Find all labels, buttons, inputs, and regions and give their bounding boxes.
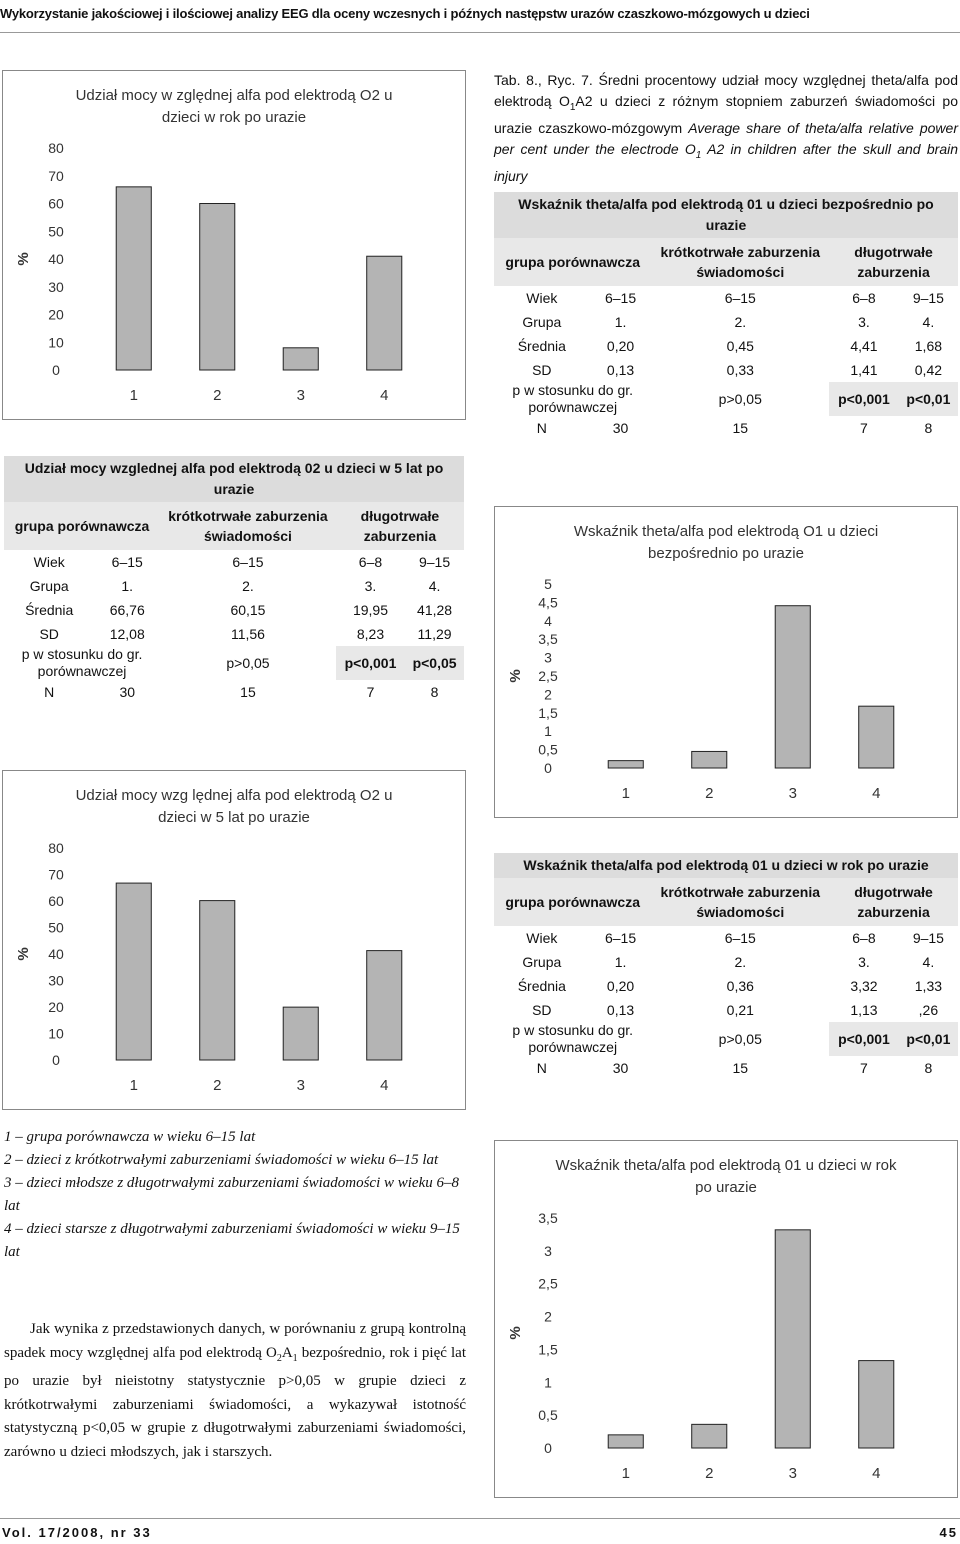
y-tick-label: 3,5 [538,1210,558,1226]
y-axis-label: % [15,252,32,266]
cell: p<0,001 [336,646,405,680]
cell: Średnia [25,602,74,618]
bar-1 [116,883,151,1060]
page-footer [0,1518,960,1544]
y-tick-label: 0,5 [538,741,558,758]
y-tick-label: 70 [48,167,64,184]
head-long-disorders: długotrwałe zaburzenia [336,502,464,550]
cell: p>0,05 [718,1031,762,1047]
cell: Grupa [522,954,562,970]
table-title: Udział mocy wzglednej alfa pod elektrodą 02 u dzieci w 5 lat po urazie [4,456,464,502]
y-tick-label: 50 [48,223,64,240]
row-mean [4,598,464,622]
journal-volume: Vol. 17/2008, nr 33 [2,1525,152,1540]
head-short-disorders: krótkotrwałe zaburzenia świadomości [651,238,829,286]
row-n [494,416,958,440]
cell: 3. [858,954,870,970]
cell: 6–15 [604,930,637,946]
cell: 8 [924,420,933,436]
y-tick-label: 10 [48,1025,64,1042]
y-tick-label: 40 [48,251,64,267]
x-tick-label: 4 [872,785,881,802]
y-axis-label: % [15,947,32,961]
bar-3 [775,1230,810,1448]
bar-2 [200,204,235,371]
cell: SD [532,362,552,378]
bar-1 [608,761,643,768]
y-tick-label: 1 [544,1374,552,1391]
table-theta-alpha-one-year [494,853,958,1080]
row-mean [494,974,958,998]
y-tick-label: 60 [48,195,64,212]
para-sub: 2 [276,1352,282,1364]
y-tick-label: 1,5 [538,1341,558,1358]
x-tick-label: 2 [705,1465,714,1482]
y-tick-label: 20 [48,999,64,1015]
cell: 30 [119,684,136,700]
cell: 15 [732,1060,749,1076]
cell: Średnia [517,978,566,994]
x-tick-label: 4 [380,1077,389,1094]
cell: 41,28 [417,602,453,618]
cell: 3. [364,578,377,594]
cell: p>0,05 [226,655,270,671]
y-tick-label: 50 [48,919,64,936]
para-text: A [281,1344,293,1361]
row-age [494,286,958,310]
cell: 7 [860,1060,868,1076]
chart-title-line: po urazie [695,1179,757,1196]
head-short-disorders: krótkotrwałe zaburzenia świadomości [160,502,336,550]
legend-item: 3 – dzieci młodsze z długotrwałymi zaburzeniami świadomości w wieku 6–8 lat [4,1175,459,1214]
bar-1 [116,187,151,370]
cell: 12,08 [109,626,145,642]
bar-3 [775,606,810,768]
cell: 6–15 [232,554,264,570]
y-tick-label: 60 [48,893,64,909]
chart-svg [2,70,466,420]
table-title: Wskaźnik theta/alfa pod elektrodą 01 u dzieci bezpośrednio po urazie [494,192,958,238]
x-tick-label: 3 [788,1465,797,1482]
bar-2 [692,1424,727,1448]
y-tick-label: 0 [52,362,60,378]
cell: 9–15 [418,554,451,570]
x-tick-label: 1 [621,785,630,802]
cell: 2. [734,314,747,330]
caption-en: A2 in children after the skull and brain injury [494,140,958,184]
chart-title-line: Wskaźnik theta/alfa pod elektrodą 01 u dzieci w rok [555,1157,897,1174]
head-long-disorders: długotrwałe zaburzenia [829,878,958,926]
cell: 6–8 [358,554,383,570]
cell: N [536,1060,547,1076]
bar-2 [692,751,727,768]
y-axis-label: % [507,669,524,683]
cell: 6–15 [724,290,756,306]
cell: 8 [924,1060,933,1076]
cell: 6–15 [604,290,637,306]
y-tick-label: 2 [544,686,552,703]
y-tick-label: 5 [544,576,552,592]
cell: p>0,05 [718,391,762,407]
chart-title-line: dzieci w rok po urazie [161,109,307,126]
caption-pl: A2 u dzieci z różnym stopniem zaburzeń świadomości po urazie czaszkowo-mózgowym [494,93,958,136]
y-tick-label: 0 [52,1052,60,1068]
cell: Średnia [517,338,566,354]
chart-svg [494,1140,958,1498]
y-tick-label: 80 [48,140,64,156]
x-tick-label: 3 [296,1077,305,1094]
row-p-value [494,382,958,416]
x-tick-label: 1 [129,1077,138,1094]
bar-4 [859,1361,894,1448]
cell: SD [532,1002,552,1018]
row-sd [494,358,958,382]
bar-2 [200,901,235,1060]
cell: 4. [922,954,935,970]
head-control-group: grupa porównawcza [494,878,651,926]
y-tick-label: 0 [544,1440,552,1456]
bar-4 [367,951,402,1060]
x-tick-label: 4 [380,387,389,404]
p-label: p w stosunku do gr. porównawczej [512,382,634,415]
y-tick-label: 70 [48,866,64,883]
row-mean [494,334,958,358]
head-control-group: grupa porównawcza [4,502,160,550]
cell: 0,20 [606,338,635,354]
group-legend [4,1126,466,1264]
head-long-disorders: długotrwałe zaburzenia [829,238,958,286]
cell: p<0,001 [829,1022,899,1056]
x-tick-label: 4 [872,1465,881,1482]
cell: 6–15 [724,930,756,946]
caption-pl: Średni procentowy udział mocy względnej theta/alfa pod elektrodą O [494,72,958,109]
para-text: Jak wynika z przedstawionych danych, w porównaniu z grupą kontrolną spadek mocy względnej alfa pod elektrodą O [4,1321,466,1361]
p-label: p w stosunku do gr. porównawczej [512,1022,634,1055]
y-axis-label: % [507,1326,524,1340]
cell: 1. [614,314,627,330]
table-alpha-o2-five-years [4,456,464,704]
cell: 8 [430,684,439,700]
y-tick-label: 1,5 [538,704,558,721]
row-age [4,550,464,574]
y-tick-label: 4,5 [538,594,558,611]
cell: 4. [922,314,935,330]
cell: p<0,01 [899,1022,958,1056]
x-tick-label: 1 [621,1465,630,1482]
cell: 1,13 [850,1002,878,1018]
para-sub: 1 [292,1352,298,1364]
table-title: Wskaźnik theta/alfa pod elektrodą 01 u dzieci w rok po urazie [494,853,958,878]
y-tick-label: 3 [544,649,552,666]
cell: 0,21 [726,1002,754,1018]
cell: 1. [121,578,134,594]
row-n [494,1056,958,1080]
cell: 9–15 [912,290,944,306]
y-tick-label: 2,5 [538,1275,558,1292]
cell: 15 [240,684,256,700]
row-group [4,574,464,598]
legend-item: 4 – dzieci starsze z długotrwałymi zaburzeniami świadomości w wieku 9–15 lat [4,1221,460,1260]
cell: 66,76 [109,602,145,618]
head-short-disorders: krótkotrwałe zaburzenia świadomości [651,878,829,926]
row-n [4,680,464,704]
y-tick-label: 20 [48,306,64,323]
chart-theta-alpha-one-year [494,1140,958,1498]
cell: p<0,001 [829,382,899,416]
head-control-group: grupa porównawcza [494,238,651,286]
y-tick-label: 30 [48,278,64,295]
cell: 1. [614,954,627,970]
cell: 0,42 [914,362,943,378]
y-tick-label: 3 [544,1242,552,1259]
cell: 3,32 [850,978,878,994]
cell: 9–15 [912,930,944,946]
row-sd [494,998,958,1022]
y-tick-label: 4 [544,612,552,629]
row-age [494,926,958,950]
chart-title-line: dzieci w 5 lat po urazie [158,809,310,826]
running-header [0,0,960,33]
chart-title-line: Udział mocy wzg lędnej alfa pod elektrodą O2 u [75,787,393,804]
chart-theta-alpha-immediately [494,506,958,818]
cell: 1,41 [850,362,878,378]
cell: Wiek [526,930,558,946]
row-p-value [494,1022,958,1056]
cell: 1,33 [914,978,943,994]
chart-title-line: bezpośrednio po urazie [648,545,804,562]
cell: Grupa [522,314,562,330]
cell: 30 [612,420,629,436]
cell: 0,13 [606,362,635,378]
bar-4 [367,256,402,370]
caption-sub: 1 [695,149,702,161]
x-tick-label: 1 [129,387,138,404]
caption-lead: Tab. 8., Ryc. 7. [494,72,593,88]
row-group [494,310,958,334]
chart-alpha-o2-one-year [2,70,466,420]
cell: N [44,684,55,700]
para-text: bezpośrednio, rok i pięć lat po urazie był nieistotny statystycznie p>0,05 w grupie dzieci z krótkotrwałymi zaburzeniami świadomości, a wykazywał istotność statystyczną p<0,05 w grupie z długotrwałymi zaburzeniami świadomości, zarówno u dzieci młodszych, jak i starszych. [4,1344,466,1460]
cell: 7 [860,420,868,436]
cell: p<0,05 [405,646,464,680]
cell: 8,23 [356,626,385,642]
cell: 0,13 [606,1002,635,1018]
cell: 0,36 [726,978,754,994]
legend-item: 2 – dzieci z krótkotrwałymi zaburzeniami świadomości w wieku 6–15 lat [4,1152,439,1168]
chart-alpha-o2-five-years [2,770,466,1110]
bar-4 [859,706,894,768]
y-tick-label: 10 [48,334,64,351]
chart-title-line: Wskaźnik theta/alfa pod elektrodą O1 u dzieci [573,523,879,540]
y-tick-label: 30 [48,972,64,989]
x-tick-label: 3 [788,785,797,802]
x-tick-label: 3 [296,387,305,404]
caption-sub: 1 [569,101,576,113]
cell: 4. [428,578,441,594]
cell: 0,33 [726,362,754,378]
y-tick-label: 2,5 [538,668,558,684]
cell: SD [39,626,59,642]
x-tick-label: 2 [213,387,222,404]
row-p-value [4,646,464,680]
bar-1 [608,1435,643,1448]
row-sd [4,622,464,646]
y-tick-label: 80 [48,840,64,856]
y-tick-label: 1 [544,723,552,740]
bar-3 [283,1007,318,1060]
cell: 0,20 [606,978,635,994]
cell: 60,15 [230,602,266,618]
p-label: p w stosunku do gr. porównawczej [21,646,143,679]
x-tick-label: 2 [213,1077,222,1094]
y-tick-label: 0 [544,760,552,776]
cell: 11,56 [230,626,265,642]
header-title: Wykorzystanie jakościowej i ilościowej analizy EEG dla oceny wczesnych i późnych następstw urazów czaszkowo-mózgowych u dzieci [0,6,810,21]
cell: p<0,01 [899,382,958,416]
cell: ,26 [918,1002,939,1018]
x-tick-label: 2 [705,785,714,802]
cell: 11,29 [417,626,452,642]
cell: 4,41 [850,338,878,354]
table-theta-alpha-immediately [494,192,958,440]
bar-3 [283,348,318,370]
cell: 30 [612,1060,629,1076]
cell: 19,95 [352,602,388,618]
chart-title-line: Udział mocy w zględnej alfa pod elektrodą O2 u [75,87,393,104]
cell: 7 [366,684,375,700]
chart-svg [494,506,958,818]
y-tick-label: 40 [48,946,64,962]
row-group [494,950,958,974]
cell: 6–15 [111,554,143,570]
cell: 2. [242,578,254,594]
cell: 1,68 [914,338,943,354]
cell: 15 [732,420,749,436]
cell: Wiek [526,290,558,306]
legend-item: 1 – grupa porównawcza w wieku 6–15 lat [4,1129,256,1145]
body-paragraph [4,1318,466,1464]
chart-svg [2,770,466,1110]
cell: 2. [734,954,747,970]
caption-en: Average share of theta/alfa relative power per cent under the electrode O [494,119,958,157]
page-number: 45 [939,1525,958,1540]
cell: N [536,420,547,436]
figure-caption [494,70,958,187]
cell: 6–8 [852,930,876,946]
cell: 3. [858,314,870,330]
cell: 0,45 [726,338,754,354]
cell: 6–8 [852,290,876,306]
y-tick-label: 3,5 [538,631,558,648]
y-tick-label: 2 [544,1308,552,1325]
y-tick-label: 0,5 [538,1407,558,1424]
cell: Grupa [29,578,69,594]
cell: Wiek [33,554,65,570]
